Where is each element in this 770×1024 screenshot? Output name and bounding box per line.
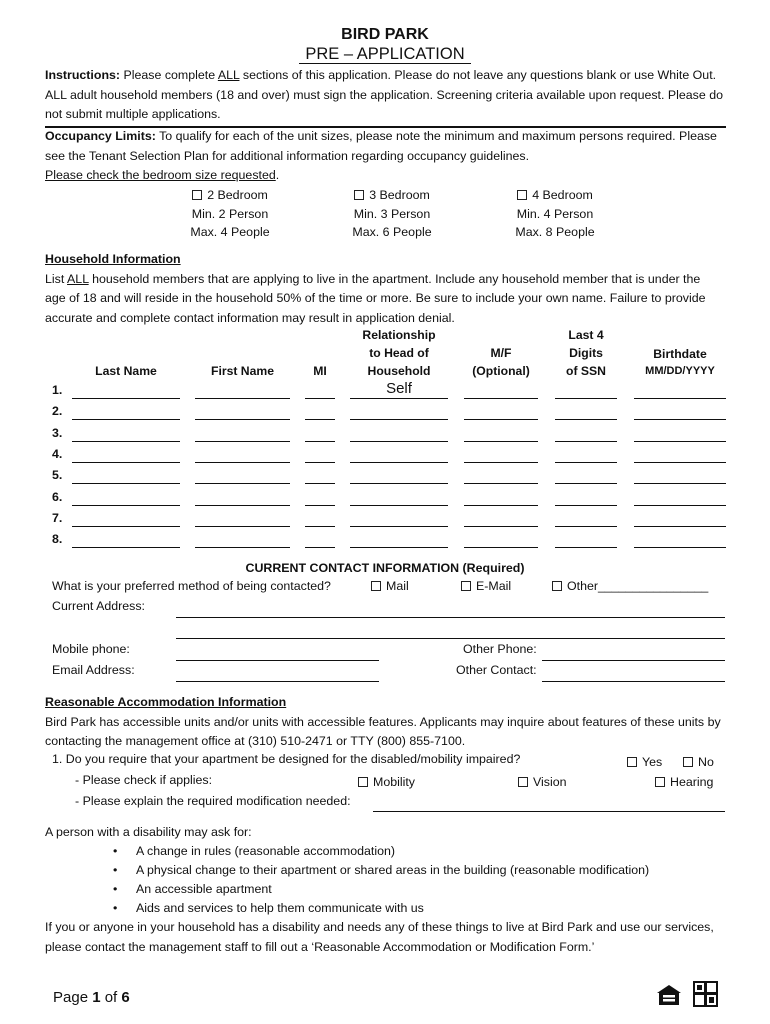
disabled-question: 1. Do you require that your apartment be designed for the disabled/mobility impaired? <box>52 752 521 766</box>
bedroom-check-prompt-end: . <box>275 168 280 182</box>
col-relationship <box>350 326 448 380</box>
ssn-field-row-1[interactable] <box>555 398 617 399</box>
accommodation-list-item: Aids and services to help them communicate with us <box>136 901 424 915</box>
bedroom-option-4[interactable] <box>485 186 625 242</box>
household-intro-b: household members that are applying to live in the apartment. Include any household member that is under the <box>88 271 701 286</box>
accommodation-p2: contacting the management office at (310) 510-2471 or TTY (800) 855-7100. <box>45 734 466 748</box>
ssn-field-row-6[interactable] <box>555 505 617 506</box>
last-name-field-row-1[interactable] <box>72 398 180 399</box>
checkbox-hearing[interactable] <box>655 777 665 787</box>
explain-modification-field[interactable] <box>373 811 725 812</box>
row-number: 2. <box>52 404 63 419</box>
bullet-icon: • <box>113 882 118 896</box>
household-intro-a: List <box>45 271 68 286</box>
hearing-label: Hearing <box>670 775 714 789</box>
other-option-label: Other________________ <box>567 579 709 593</box>
checkbox-mobility[interactable] <box>358 777 368 787</box>
bedroom-4-max: Max. 8 People <box>515 225 595 239</box>
email-address-field[interactable] <box>176 681 379 682</box>
bullet-icon: • <box>113 863 118 877</box>
yes-option[interactable] <box>627 755 662 769</box>
page-title: BIRD PARK <box>341 26 429 43</box>
page-of: of <box>100 989 122 1006</box>
contact-email-option[interactable] <box>461 579 511 593</box>
mf-field-row-5[interactable] <box>464 483 538 484</box>
relationship-field-row-2[interactable] <box>350 419 448 420</box>
birthdate-field-row-7[interactable] <box>634 526 726 527</box>
bedroom-option-3[interactable] <box>322 186 462 242</box>
occupancy-line-2: see the Tenant Selection Plan for additional information regarding occupancy guidelines. <box>45 148 530 163</box>
col-relationship-2: to Head of <box>369 346 429 360</box>
mi-field-row-2[interactable] <box>305 419 335 420</box>
ssn-field-row-8[interactable] <box>555 547 617 548</box>
accommodation-list-item: A physical change to their apartment or shared areas in the building (reasonable modification) <box>136 863 650 877</box>
mi-field-row-5[interactable] <box>305 483 335 484</box>
mf-field-row-8[interactable] <box>464 547 538 548</box>
birthdate-field-row-6[interactable] <box>634 505 726 506</box>
first-name-field-row-1[interactable] <box>195 398 290 399</box>
ssn-field-row-3[interactable] <box>555 441 617 442</box>
instructions-block <box>45 66 730 125</box>
current-address-field[interactable] <box>176 617 725 618</box>
row-number: 4. <box>52 446 63 461</box>
page-number <box>53 989 130 1006</box>
email-option-label: E-Mail <box>476 579 512 593</box>
page-prefix: Page <box>53 989 93 1006</box>
instructions-all: ALL <box>217 68 240 82</box>
bedroom-4-label: 4 Bedroom <box>532 188 593 202</box>
last-name-field-row-8[interactable] <box>72 547 180 548</box>
relationship-field-row-3[interactable] <box>350 441 448 442</box>
checkbox-4-bedroom[interactable] <box>517 190 527 200</box>
accessibility-logo-icon <box>693 981 718 1007</box>
bedroom-2-label: 2 Bedroom <box>207 188 268 202</box>
col-birthdate-2: MM/DD/YYYY <box>645 365 715 377</box>
bedroom-2-min: Min. 2 Person <box>191 206 269 221</box>
col-ssn-3: of SSN <box>566 364 606 378</box>
col-ssn-1: Last 4 <box>568 328 604 342</box>
mobile-phone-field[interactable] <box>176 660 379 661</box>
equal-housing-icon <box>655 983 683 1007</box>
last-name-field-row-4[interactable] <box>72 462 180 463</box>
household-intro-2: age of 18 and will reside in the household 50% of the time or more. Be sure to include your own name. Failure to provide <box>45 291 706 305</box>
other-phone-field[interactable] <box>542 660 725 661</box>
row-number: 8. <box>52 532 63 547</box>
mi-field-row-1[interactable] <box>305 398 335 399</box>
yes-label: Yes <box>642 755 663 769</box>
relationship-self: Self <box>386 380 412 397</box>
checkbox-other[interactable] <box>552 581 562 591</box>
birthdate-field-row-3[interactable] <box>634 441 726 442</box>
row-number: 6. <box>52 489 63 504</box>
col-mf-2: (Optional) <box>472 364 530 378</box>
occupancy-label: Occupancy Limits: <box>45 129 156 143</box>
birthdate-field-row-2[interactable] <box>634 419 726 420</box>
mf-field-row-2[interactable] <box>464 419 538 420</box>
ssn-field-row-5[interactable] <box>555 483 617 484</box>
col-relationship-3: Household <box>367 364 431 378</box>
accommodation-list-item: A change in rules (reasonable accommodation) <box>136 844 395 858</box>
mf-field-row-4[interactable] <box>464 462 538 463</box>
checkbox-3-bedroom[interactable] <box>354 190 364 200</box>
accommodation-heading: Reasonable Accommodation Information <box>45 695 287 709</box>
page-total: 6 <box>121 989 130 1006</box>
check-applies-label: - Please check if applies: <box>75 773 213 787</box>
instructions-line-2: ALL adult household members (18 and over) must sign the application. Screening criteria available upon request. Please do <box>45 87 723 102</box>
col-first-name: First Name <box>211 364 274 378</box>
first-name-field-row-6[interactable] <box>195 505 290 506</box>
mi-field-row-3[interactable] <box>305 441 335 442</box>
checkbox-vision[interactable] <box>518 777 528 787</box>
checkbox-mail[interactable] <box>371 581 381 591</box>
ask-intro: A person with a disability may ask for: <box>45 825 252 839</box>
no-option[interactable] <box>683 755 714 769</box>
contact-method-question: What is your preferred method of being contacted? <box>52 579 331 593</box>
mobility-option[interactable] <box>358 775 415 789</box>
occupancy-block <box>45 127 730 186</box>
bedroom-2-max: Max. 4 People <box>190 225 270 239</box>
last-name-field-row-3[interactable] <box>72 441 180 442</box>
email-address-label: Email Address: <box>52 663 135 677</box>
col-ssn-2: Digits <box>569 346 603 360</box>
contact-heading: CURRENT CONTACT INFORMATION (Required) <box>245 561 525 575</box>
checkbox-no[interactable] <box>683 757 693 767</box>
relationship-field-row-7[interactable] <box>350 526 448 527</box>
bedroom-3-label: 3 Bedroom <box>369 188 430 202</box>
no-label: No <box>698 755 714 769</box>
first-name-field-row-4[interactable] <box>195 462 290 463</box>
contact-other-option[interactable] <box>552 579 708 593</box>
instructions-line-3: not submit multiple applications. <box>45 107 221 121</box>
household-intro-3: accurate and complete contact information may result in application denial. <box>45 310 455 325</box>
col-birthdate-1: Birthdate <box>653 347 707 361</box>
mi-field-row-4[interactable] <box>305 462 335 463</box>
current-address-field-2[interactable] <box>176 638 725 639</box>
col-mf-1: M/F <box>490 346 512 360</box>
first-name-field-row-3[interactable] <box>195 441 290 442</box>
ssn-field-row-4[interactable] <box>555 462 617 463</box>
last-name-field-row-7[interactable] <box>72 526 180 527</box>
bedroom-option-2[interactable] <box>160 186 300 242</box>
closing-line-2: please contact the management staff to fill out a ‘Reasonable Accommodation or Modification Form.’ <box>45 939 595 954</box>
bullet-icon: • <box>113 901 118 915</box>
vision-label: Vision <box>533 775 567 789</box>
instructions-label: Instructions: <box>45 68 121 82</box>
col-mi: MI <box>313 364 327 378</box>
current-address-label: Current Address: <box>52 599 145 613</box>
row-number: 3. <box>52 425 63 440</box>
birthdate-field-row-4[interactable] <box>634 462 726 463</box>
checkbox-yes[interactable] <box>627 757 637 767</box>
mi-field-row-6[interactable] <box>305 505 335 506</box>
first-name-field-row-2[interactable] <box>195 419 290 420</box>
occupancy-text: To qualify for each of the unit sizes, please note the minimum and maximum persons required. Please <box>155 129 717 143</box>
last-name-field-row-2[interactable] <box>72 419 180 420</box>
row-number: 1. <box>52 383 63 397</box>
first-name-field-row-7[interactable] <box>195 526 290 527</box>
closing-block <box>45 918 730 957</box>
bedroom-4-min: Min. 4 Person <box>516 206 594 221</box>
contact-mail-option[interactable] <box>371 579 409 593</box>
mi-field-row-8[interactable] <box>305 547 335 548</box>
household-block <box>45 250 730 328</box>
other-contact-field[interactable] <box>542 681 725 682</box>
birthdate-field-row-8[interactable] <box>634 547 726 548</box>
bedroom-3-min: Min. 3 Person <box>353 206 431 221</box>
mf-field-row-7[interactable] <box>464 526 538 527</box>
last-name-field-row-6[interactable] <box>72 505 180 506</box>
col-ssn <box>555 326 617 380</box>
page-subtitle: PRE – APPLICATION <box>305 45 465 63</box>
row-number: 7. <box>52 510 63 525</box>
relationship-field-row-5[interactable] <box>350 483 448 484</box>
mf-field-row-1[interactable] <box>464 398 538 399</box>
ssn-field-row-7[interactable] <box>555 526 617 527</box>
vision-option[interactable] <box>518 775 567 789</box>
col-relationship-1: Relationship <box>362 328 436 342</box>
col-mf <box>464 344 538 380</box>
hearing-option[interactable] <box>655 775 713 789</box>
household-heading: Household Information <box>45 252 181 266</box>
accommodation-block <box>45 693 730 752</box>
mail-label: Mail <box>386 579 409 593</box>
relationship-field-row-8[interactable] <box>350 547 448 548</box>
other-contact-label: Other Contact: <box>456 663 537 677</box>
subtitle-underline <box>299 63 471 64</box>
closing-line-1: If you or anyone in your household has a disability and needs any of these things to live at Bird Park and use our services, <box>45 920 714 934</box>
explain-modification-label: - Please explain the required modification needed: <box>75 794 351 808</box>
mobility-label: Mobility <box>373 775 415 789</box>
accommodation-list-item: An accessible apartment <box>136 882 272 896</box>
household-intro-all: ALL <box>67 271 89 286</box>
instructions-text: Please complete <box>120 68 218 82</box>
ssn-field-row-2[interactable] <box>555 419 617 420</box>
birthdate-field-row-5[interactable] <box>634 483 726 484</box>
mf-field-row-6[interactable] <box>464 505 538 506</box>
relationship-field-row-1[interactable] <box>350 398 448 399</box>
checkbox-email[interactable] <box>461 581 471 591</box>
row-number: 5. <box>52 468 63 483</box>
bedroom-3-max: Max. 6 People <box>352 225 432 239</box>
col-birthdate <box>634 346 726 380</box>
mobile-phone-label: Mobile phone: <box>52 642 130 656</box>
relationship-field-row-4[interactable] <box>350 462 448 463</box>
birthdate-field-row-1[interactable] <box>634 398 726 399</box>
mi-field-row-7[interactable] <box>305 526 335 527</box>
mf-field-row-3[interactable] <box>464 441 538 442</box>
relationship-field-row-6[interactable] <box>350 505 448 506</box>
last-name-field-row-5[interactable] <box>72 483 180 484</box>
col-last-name: Last Name <box>95 364 157 378</box>
instructions-text-2: sections of this application. Please do not leave any questions blank or use White Out. <box>239 68 717 82</box>
bedroom-check-prompt: Please check the bedroom size requested <box>45 168 276 182</box>
other-phone-label: Other Phone: <box>463 642 537 656</box>
first-name-field-row-5[interactable] <box>195 483 290 484</box>
bullet-icon: • <box>113 844 118 858</box>
page-current: 1 <box>92 989 101 1006</box>
first-name-field-row-8[interactable] <box>195 547 290 548</box>
checkbox-2-bedroom[interactable] <box>192 190 202 200</box>
accommodation-p1: Bird Park has accessible units and/or units with accessible features. Applicants may inquire about features of these units by <box>45 714 721 729</box>
